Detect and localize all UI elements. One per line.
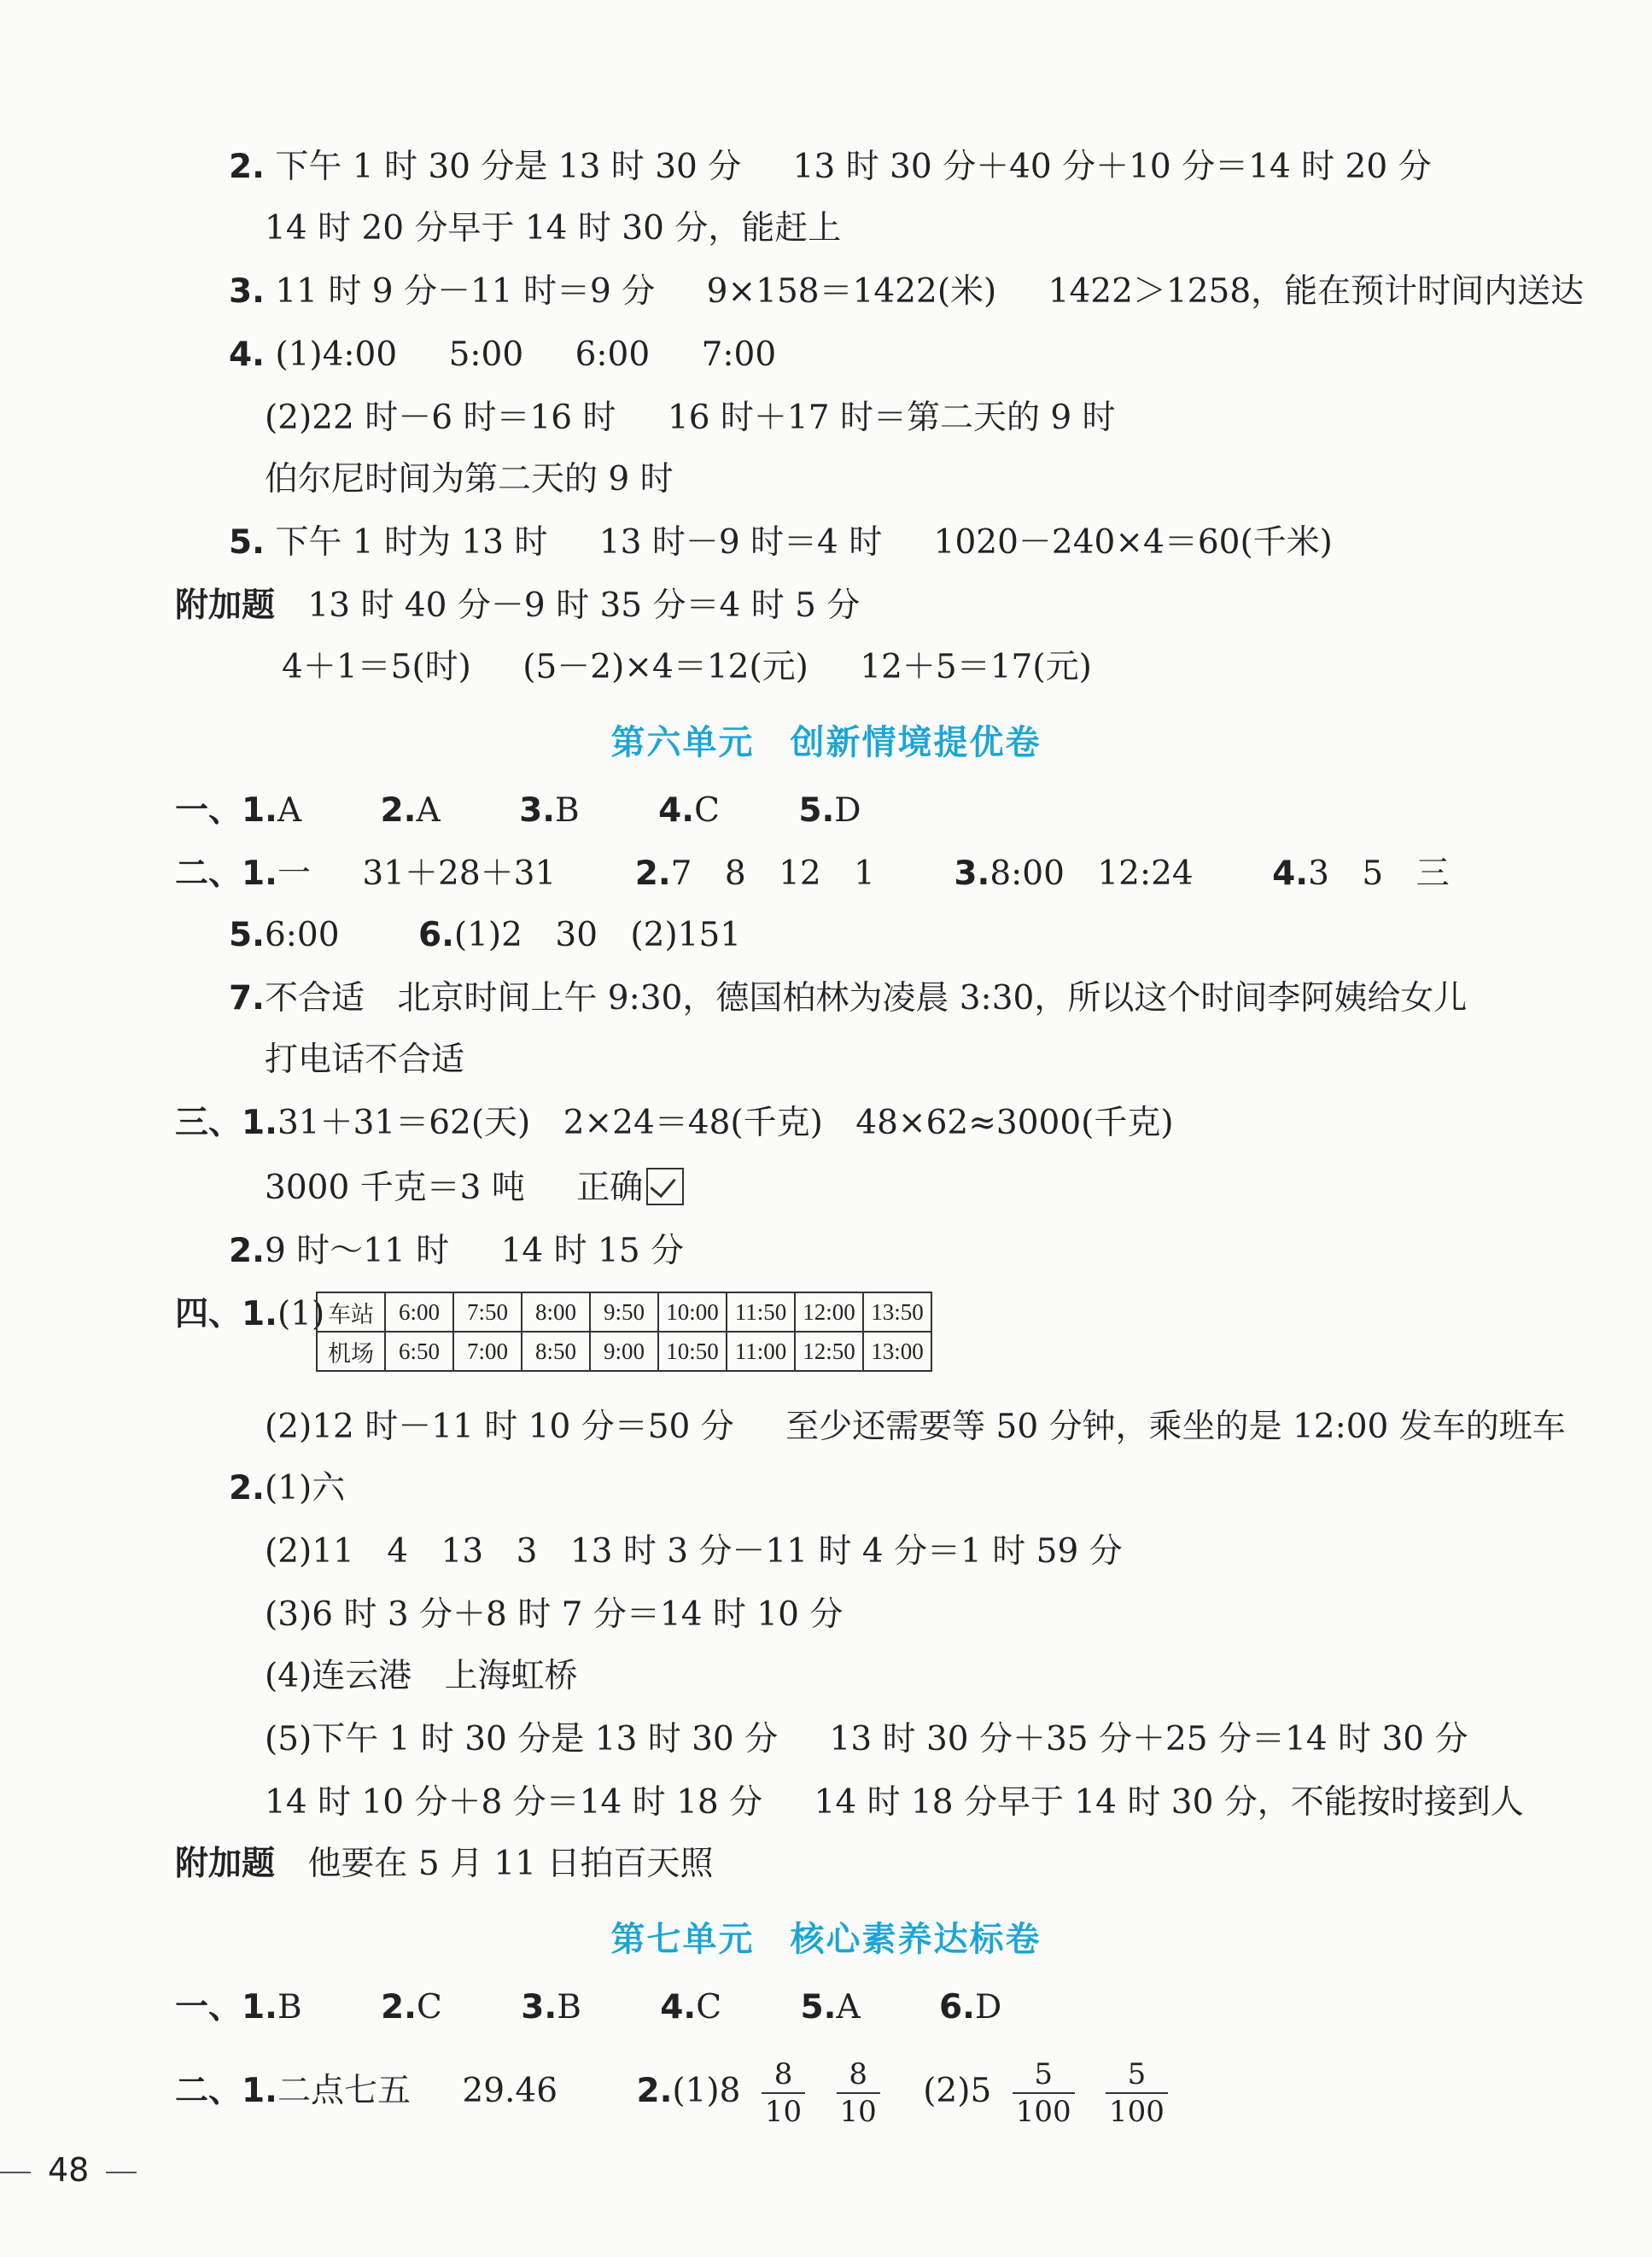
- answer-text: 正确: [576, 1169, 644, 1207]
- answer-text: 下午 1 时为 13 时: [275, 523, 548, 562]
- answer-text: A: [836, 1988, 861, 2027]
- table-cell: 11:00: [727, 1332, 795, 1371]
- question-number: 1.: [242, 791, 277, 830]
- answer-text: 8:00: [989, 854, 1065, 893]
- question-number: 5.: [800, 1988, 837, 2027]
- answer-text: D: [834, 791, 861, 830]
- table-cell: 10:50: [658, 1332, 727, 1371]
- table-cell: 车站: [317, 1292, 385, 1332]
- page-number-text: 48: [48, 2151, 90, 2189]
- answer-text: 5: [1362, 854, 1384, 893]
- answer-text: 3000 千克＝3 吨: [265, 1169, 525, 1207]
- u5-q2-line1: [229, 145, 1432, 190]
- answer-text: 12＋5＝17(元): [860, 648, 1092, 686]
- answer-text: 11 时 9 分－11 时＝9 分: [275, 272, 656, 311]
- section-label: 二、: [175, 854, 242, 893]
- denominator: 100: [1109, 2095, 1165, 2129]
- question-number: 4.: [229, 335, 265, 374]
- answer-text: 下午 1 时 30 分是 13 时 30 分: [275, 148, 742, 186]
- answer-text: 9 时～11 时: [264, 1232, 450, 1270]
- question-number: 2.: [229, 148, 265, 186]
- answer-text: (4)连云港: [265, 1657, 412, 1695]
- table-row: [317, 1292, 931, 1332]
- answer-text: (1)六: [264, 1469, 346, 1508]
- answer-text: 13 时－9 时＝4 时: [598, 523, 883, 562]
- fraction: [762, 2056, 805, 2130]
- answer-text: 二点七五: [277, 2072, 411, 2110]
- answer-text: 1020－240×4＝60(千米): [933, 523, 1333, 562]
- u6-s2-q7-line1: [229, 977, 1467, 1021]
- u5-q5: [229, 521, 1333, 565]
- question-number: 2.: [229, 1469, 265, 1508]
- answer-text: A: [277, 791, 302, 830]
- table-row: [317, 1332, 931, 1371]
- u7-s2: [175, 2049, 1178, 2134]
- question-number: 5.: [229, 523, 265, 562]
- question-number: 1.: [242, 854, 277, 893]
- u6-s3-q2: [229, 1229, 684, 1274]
- bus-timetable: [316, 1292, 932, 1372]
- question-number: 3.: [519, 791, 556, 830]
- answer-text: C: [417, 1988, 442, 2027]
- unit6-title: 第六单元 创新情境提优卷: [610, 723, 1042, 762]
- answer-text: 30: [555, 916, 598, 954]
- answer-text: 29.46: [462, 2072, 558, 2110]
- answer-text: 13 时 3 分－11 时 4 分＝1 时 59 分: [569, 1532, 1123, 1571]
- table-cell: 10:00: [658, 1292, 727, 1332]
- question-number: 3.: [521, 1988, 557, 2027]
- u6-s1: [175, 789, 861, 833]
- section-label: 二、: [175, 2072, 242, 2110]
- table-cell: 9:00: [590, 1332, 658, 1371]
- answer-text: (5－2)×4＝12(元): [522, 648, 808, 686]
- answer-text: 北京时间上午 9:30，德国柏林为凌晨 3:30，所以这个时间李阿姨给女儿: [397, 979, 1468, 1018]
- answer-text: 上海虹桥: [444, 1657, 578, 1695]
- numerator: 5: [1013, 2056, 1075, 2094]
- u6-s4-q2-p2: [265, 1530, 1123, 1574]
- answer-text: (5)下午 1 时 30 分是 13 时 30 分: [265, 1720, 779, 1758]
- answer-text: 4＋1＝5(时): [282, 648, 471, 686]
- answer-text: 13: [441, 1532, 484, 1571]
- u6-s3-line1: [175, 1101, 1174, 1146]
- answer-text: (2)151: [630, 916, 742, 954]
- u5-extra-line1: [175, 584, 860, 628]
- u6-s3-line2: [265, 1166, 684, 1210]
- answer-text: 1422＞1258，能在预计时间内送达: [1048, 272, 1585, 311]
- question-number: 4.: [660, 1988, 697, 2027]
- table-cell: 9:50: [590, 1292, 658, 1332]
- u5-q2-line2: [265, 207, 841, 251]
- table-cell: 7:50: [453, 1292, 522, 1332]
- answer-text: 9×158＝1422(米): [706, 272, 997, 311]
- question-number: 4.: [658, 791, 695, 830]
- u6-s4-q2-p5-line2: [265, 1781, 1524, 1825]
- question-number: 3.: [229, 272, 265, 311]
- u6-s2-line2: [229, 913, 741, 958]
- checkmark-icon: [646, 1168, 684, 1205]
- u7-s1: [175, 1986, 1001, 2030]
- table-cell: 6:00: [385, 1292, 453, 1332]
- question-number: 1.: [242, 1295, 277, 1333]
- u6-s2-q7-line2: [265, 1038, 464, 1082]
- extra-label: 附加题: [175, 1845, 276, 1883]
- answer-text: 31＋28＋31: [362, 854, 557, 893]
- u5-q4-line1: [229, 333, 776, 377]
- table-cell: 12:50: [795, 1332, 863, 1371]
- dash-icon: [0, 2172, 31, 2173]
- table-cell: 8:00: [522, 1292, 590, 1332]
- u6-s2-line1: [175, 852, 1450, 896]
- answer-text: 48×62≈3000(千克): [855, 1104, 1174, 1142]
- question-number: 3.: [954, 854, 990, 893]
- table-cell: 机场: [317, 1332, 385, 1371]
- answer-text: C: [696, 1988, 722, 2027]
- u5-extra-line2: [282, 645, 1092, 690]
- answer-text: (3)6 时 3 分＋8 时 7 分＝14 时 10 分: [265, 1595, 844, 1634]
- answer-text: 8: [724, 854, 746, 893]
- answer-text: 7: [670, 854, 692, 893]
- table-cell: 7:00: [453, 1332, 522, 1371]
- dash-icon: [106, 2172, 137, 2173]
- question-number: 5.: [229, 916, 265, 954]
- answer-text: 他要在 5 月 11 日拍百天照: [307, 1845, 714, 1883]
- section-label: 四、: [175, 1295, 242, 1333]
- extra-label: 附加题: [175, 586, 276, 625]
- answer-text: 31＋31＝62(天): [277, 1104, 531, 1142]
- answer-text: (1)2: [453, 916, 522, 954]
- question-number: 4.: [1272, 854, 1309, 893]
- answer-text: 14 时 18 分早于 14 时 30 分，不能按时接到人: [814, 1783, 1524, 1822]
- section-label: 一、: [175, 1988, 242, 2027]
- answer-text: C: [694, 791, 720, 830]
- u6-s4-q1-label: [175, 1292, 324, 1337]
- table-cell: 13:50: [863, 1292, 931, 1332]
- u5-q4-line2: [265, 396, 1116, 440]
- denominator: 10: [839, 2095, 877, 2129]
- table-cell: 12:00: [795, 1292, 863, 1332]
- denominator: 100: [1015, 2095, 1071, 2129]
- answer-text: 一: [277, 854, 311, 893]
- question-number: 1.: [242, 1104, 277, 1142]
- answer-text: D: [974, 1988, 1002, 2027]
- u6-s4-q2-p3: [265, 1593, 843, 1637]
- answer-text: 6:00: [264, 916, 340, 954]
- answer-text: (2)12 时－11 时 10 分＝50 分: [265, 1408, 734, 1446]
- answer-text: 1: [854, 854, 875, 893]
- fraction: [1013, 2056, 1075, 2130]
- answer-text: A: [416, 791, 441, 830]
- answer-text: 14 时 15 分: [500, 1232, 685, 1270]
- question-number: 2.: [634, 854, 671, 893]
- answer-text: 三: [1416, 854, 1450, 893]
- question-number: 1.: [242, 1988, 277, 2027]
- answer-text: 不合适: [264, 979, 365, 1018]
- answer-text: 14 时 10 分＋8 分＝14 时 18 分: [265, 1783, 763, 1822]
- fraction: [837, 2056, 880, 2130]
- numerator: 5: [1106, 2056, 1168, 2094]
- question-number: 6.: [939, 1988, 975, 2027]
- answer-text: 16 时＋17 时＝第二天的 9 时: [667, 399, 1116, 437]
- answer-text: 12: [779, 854, 821, 893]
- answer-text: (1)8: [672, 2072, 741, 2110]
- question-number: 2.: [229, 1232, 265, 1270]
- question-number: 2.: [381, 1988, 417, 2027]
- answer-text: 伯尔尼时间为第二天的 9 时: [265, 460, 674, 499]
- unit7-title: 第七单元 核心素养达标卷: [610, 1920, 1042, 1959]
- answer-text: 2×24＝48(千克): [563, 1104, 823, 1142]
- answer-text: 14 时 20 分早于 14 时 30 分，能赶上: [265, 209, 842, 248]
- numerator: 8: [762, 2056, 805, 2094]
- question-number: 6.: [417, 916, 454, 954]
- u6-s4-q2-p5-line1: [265, 1718, 1468, 1762]
- u5-q3: [229, 270, 1584, 314]
- answer-text: B: [555, 791, 580, 830]
- section-label: 一、: [175, 791, 242, 830]
- answer-text: 3: [1308, 854, 1329, 893]
- denominator: 10: [764, 2095, 803, 2129]
- table-cell: 8:50: [522, 1332, 590, 1371]
- answer-text: 13 时 40 分－9 时 35 分＝4 时 5 分: [307, 586, 861, 625]
- answer-text: 4: [387, 1532, 409, 1571]
- answer-text: 13 时 30 分＋40 分＋10 分＝14 时 20 分: [792, 148, 1432, 186]
- question-number: 5.: [798, 791, 835, 830]
- question-number: 2.: [380, 791, 417, 830]
- answer-text: (2)11: [265, 1532, 354, 1571]
- u5-q4-line3: [265, 458, 674, 502]
- answer-text: 12:24: [1097, 854, 1194, 893]
- table-cell: 6:50: [385, 1332, 453, 1371]
- answer-text: 13 时 30 分＋35 分＋25 分＝14 时 30 分: [829, 1720, 1468, 1758]
- answer-text: 7:00: [701, 335, 777, 374]
- table-cell: 11:50: [727, 1292, 795, 1332]
- section-label: 三、: [175, 1104, 242, 1142]
- answer-text: (1)4:00: [275, 335, 398, 374]
- page-number: [0, 2151, 154, 2189]
- answer-text: 6:00: [575, 335, 651, 374]
- numerator: 8: [837, 2056, 880, 2094]
- question-number: 7.: [229, 979, 265, 1018]
- u6-s4-q1-line2: [265, 1405, 1566, 1449]
- fraction: [1106, 2056, 1168, 2130]
- answer-text: 5:00: [448, 335, 524, 374]
- answer-text: (2)5: [923, 2072, 992, 2110]
- question-number: 2.: [636, 2072, 673, 2110]
- table-cell: 13:00: [863, 1332, 931, 1371]
- answer-text: 3: [516, 1532, 538, 1571]
- answer-text: (2)22 时－6 时＝16 时: [265, 399, 616, 437]
- answer-text: (1): [277, 1295, 325, 1333]
- question-number: 1.: [242, 2072, 277, 2110]
- answer-text: 打电话不合适: [265, 1041, 465, 1079]
- u6-s4-q2-p4: [265, 1654, 578, 1699]
- u6-extra: [175, 1842, 713, 1887]
- answer-text: 至少还需要等 50 分钟，乘坐的是 12:00 发车的班车: [785, 1408, 1566, 1446]
- answer-text: B: [277, 1988, 302, 2027]
- answer-text: B: [557, 1988, 581, 2027]
- u6-s4-q2-p1: [229, 1467, 345, 1511]
